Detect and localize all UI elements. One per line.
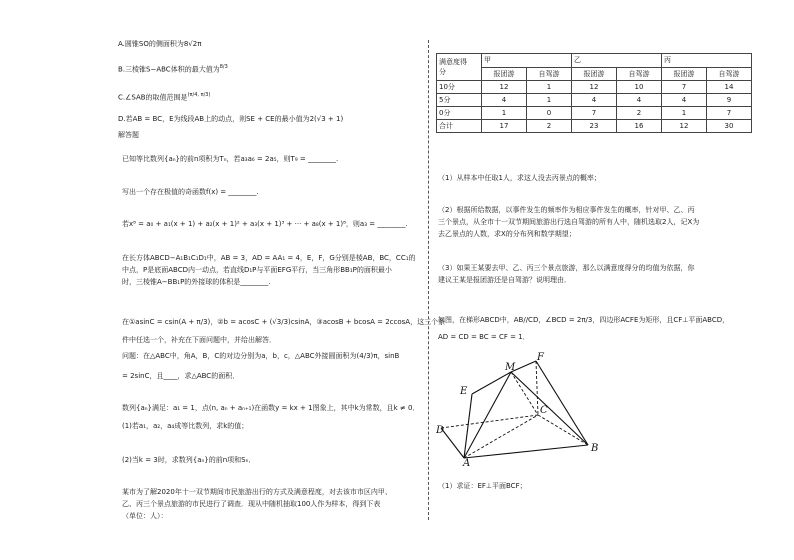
part-2-line-1: （2）根据所给数据，以事件发生的频率作为相应事件发生的概率，针对甲、乙、丙: [438, 206, 695, 214]
table-cell: 0: [527, 107, 572, 120]
section-heading: 解答题: [118, 131, 139, 139]
table-cell: 12: [572, 81, 617, 94]
edge-fc: [536, 361, 538, 415]
table-cell: 7: [662, 81, 707, 94]
option-a: A.圆锥SO的侧面积为8√2π: [118, 40, 202, 48]
table-row: [437, 81, 752, 94]
option-b-fraction: 8/3: [219, 64, 228, 70]
question-7-line-2: 乙、丙三个景点旅游的市民进行了调查．现从中随机抽取100人作为样本，得到下表: [122, 500, 381, 508]
question-5-line-2: 件中任选一个，补充在下面问题中，并给出解答．: [122, 336, 276, 344]
edge-ad: [441, 428, 464, 458]
geometry-figure: [436, 352, 608, 469]
option-c-text: C.∠SAB的取值范围是: [118, 93, 188, 102]
table-cell: 4: [482, 94, 527, 107]
label-m: M: [505, 362, 516, 373]
option-c: [118, 91, 210, 102]
sub-header: 自驾游: [707, 67, 752, 81]
row-label: 10分: [437, 81, 482, 94]
question-3: 若x⁸ = a₀ + a₁(x + 1) + a₂(x + 1)² + a₃(x + 1)³ + ··· + a₈(x + 1)⁸，则a₃ = ________.: [122, 220, 408, 228]
question-6-part-1: (1)若a₁，a₂，a₄成等比数列，求k的值；: [122, 422, 249, 430]
sub-header: 报团游: [482, 67, 527, 81]
row-label: 5分: [437, 94, 482, 107]
table-row: [437, 94, 752, 107]
edge-dc: [441, 415, 538, 428]
question-6-part-2: (2)当k = 3时，求数列{aₙ}的前n项和Sₙ．: [122, 456, 256, 464]
question-5-line-4: = 2sinC，且____，求△ABC的面积．: [122, 372, 240, 380]
question-4-line-3: 时，三棱锥A−BB₁P的外接球的体积是________.: [122, 278, 271, 286]
table-corner-cell: [437, 54, 482, 81]
table-cell: 4: [662, 94, 707, 107]
geometry-line-2: AD = CD = BC = CF = 1．: [438, 333, 530, 341]
part-3-line-1: （3）如果王某要去甲、乙、丙三个景点旅游，那么以满意度得分的均值为依据，你: [438, 264, 695, 272]
question-4-line-1: 在长方体ABCD−A₁B₁C₁D₁中，AB = 3，AD = AA₁ = 4，E，F，G分别是棱AB，BC，CC₁的: [122, 254, 416, 262]
table-row: [437, 107, 752, 120]
option-b: [118, 63, 228, 74]
table-cell: 4: [617, 94, 662, 107]
table-cell: 23: [572, 120, 617, 133]
question-7-line-1: 某市为了解2020年十一双节期间市民旅游出行的方式及满意程度，对去该市市区内甲、: [122, 488, 392, 496]
table-cell: 1: [482, 107, 527, 120]
table-cell: 16: [617, 120, 662, 133]
geometry-question-1: （1）求证：EF⊥平面BCF；: [438, 482, 527, 490]
table-cell: 4: [572, 94, 617, 107]
table-cell: 1: [527, 81, 572, 94]
label-f: F: [537, 352, 544, 363]
satisfaction-table: [436, 53, 752, 133]
table-cell: 1: [527, 94, 572, 107]
table-row: [437, 120, 752, 133]
table-cell: 7: [572, 107, 617, 120]
geometry-line-1: 如图，在梯形ABCD中，AB//CD，∠BCD = 2π/3，四边形ACFE为矩形，且CF⊥平面ABCD，: [438, 316, 730, 324]
table-cell: 2: [617, 107, 662, 120]
table-subheader-row: [437, 67, 752, 81]
table-cell: 10: [617, 81, 662, 94]
question-6-line-1: 数列{aₙ}满足：a₁ = 1，点(n, aₙ + aₙ₊₁)在函数y = kx + 1图象上，其中k为常数，且k ≠ 0．: [122, 404, 420, 412]
column-divider: [428, 40, 429, 520]
question-5-line-3: 问题：在△ABC中，角A，B，C的对边分别为a，b，c，△ABC外接圆面积为(4/3)π，sinB: [122, 352, 400, 360]
table-cell: 17: [482, 120, 527, 133]
table-header-row: [437, 54, 752, 68]
group-header: 乙: [572, 54, 662, 68]
label-e: E: [460, 386, 468, 397]
part-2-line-3: 去乙景点的人数，求X的分布列和数学期望；: [438, 230, 576, 238]
part-3-line-2: 建议王某是报团游还是自驾游？说明理由．: [438, 276, 571, 284]
question-1: 已知等比数列{aₙ}的前n项积为Tₙ，若a₃a₆ = 2a₅，则T₉ = ________.: [122, 155, 339, 163]
sub-header: 报团游: [662, 67, 707, 81]
option-b-text: B.三棱锥S−ABC体积的最大值为: [118, 65, 220, 74]
row-label: 合计: [437, 120, 482, 133]
part-1: （1）从样本中任取1人，求这人没去丙景点的概率；: [438, 174, 601, 182]
label-d: D: [436, 425, 445, 436]
sub-header: 自驾游: [617, 67, 662, 81]
group-header: 甲: [482, 54, 572, 68]
group-header: 丙: [662, 54, 752, 68]
part-2-line-2: 三个景点，从全市十一双节期间旅游出行选自驾游的所有人中，随机选取2人，记X为: [438, 218, 700, 226]
question-2: 写出一个存在极值的奇函数f(x) = ________.: [122, 188, 259, 196]
corner-line-1: 满意度得: [439, 58, 467, 66]
table-cell: 7: [707, 107, 752, 120]
edge-ae: [464, 394, 472, 458]
table-cell: 30: [707, 120, 752, 133]
sub-header: 自驾游: [527, 67, 572, 81]
table-cell: 2: [527, 120, 572, 133]
table-cell: 14: [707, 81, 752, 94]
question-7-line-3: （单位：人）：: [122, 512, 168, 520]
label-b: B: [591, 443, 599, 454]
table-cell: 1: [662, 107, 707, 120]
label-c: C: [540, 405, 548, 416]
row-label: 0分: [437, 107, 482, 120]
corner-line-2: 分: [439, 68, 446, 76]
question-4-line-2: 中点，P是底面ABCD内一动点，若直线D₁P与平面EFG平行，当三角形BB₁P的面积最小: [122, 266, 392, 274]
sub-header: 报团游: [572, 67, 617, 81]
question-5-line-1: 在①asinC = csin(A + π/3)，②b = acosC + (√3/3)csinA，③acosB + bcosA = 2ccosA，这三个条: [122, 318, 446, 326]
table-cell: 12: [662, 120, 707, 133]
table-cell: 12: [482, 81, 527, 94]
label-a: A: [463, 458, 471, 469]
option-c-range: (π/4, π/3): [187, 92, 211, 98]
option-d: D.若AB = BC，E为线段AB上的动点，则SE + CE的最小值为2(√3 + 1): [118, 115, 344, 123]
edge-cb: [538, 415, 588, 445]
table-cell: 9: [707, 94, 752, 107]
